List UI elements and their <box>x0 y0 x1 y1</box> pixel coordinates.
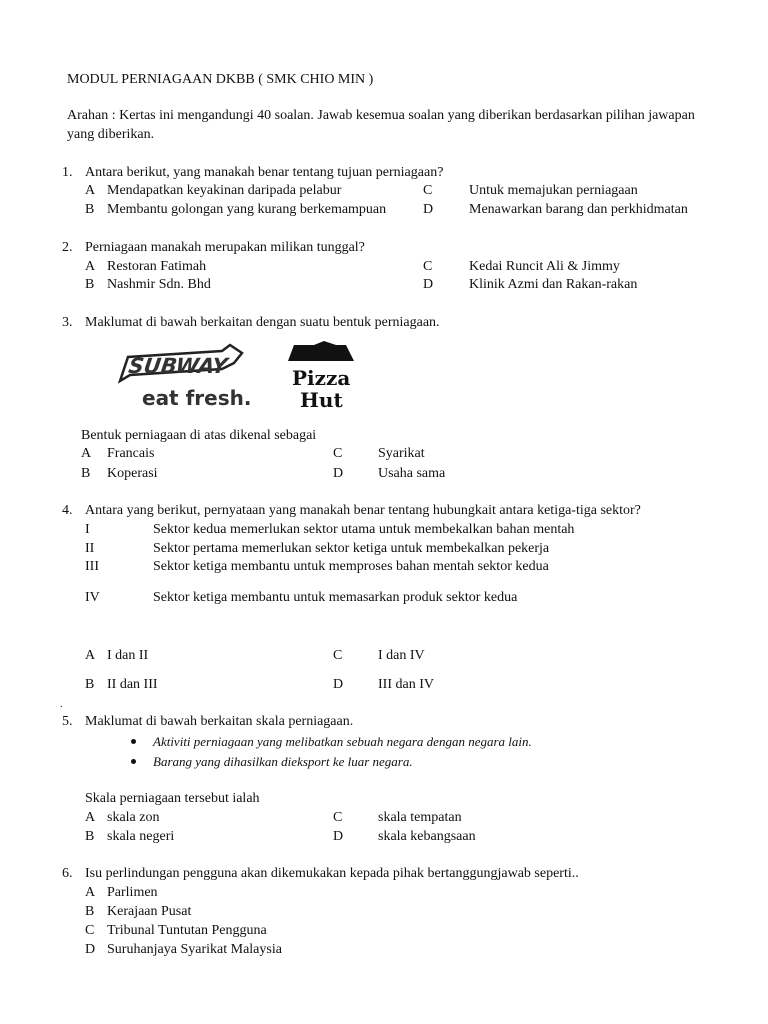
q5-option-b-letter: B <box>85 829 95 844</box>
q5-number: 5. <box>62 714 73 729</box>
q5-option-a-letter: A <box>85 810 96 825</box>
subway-logo <box>118 343 258 413</box>
q1-text: Antara berikut, yang manakah benar tentang tujuan perniagaan? <box>85 165 444 180</box>
q5-text: Maklumat di bawah berkaitan skala perniagaan. <box>85 714 354 729</box>
q4-option-b-text: II dan III <box>107 677 158 692</box>
q2-option-c-letter: C <box>423 259 433 274</box>
q3-option-b-letter: B <box>81 466 91 481</box>
q2-option-b-text: Nashmir Sdn. Bhd <box>107 277 211 292</box>
q4-statement-3-text: Sektor ketiga membantu untuk memproses bahan mentah sektor kedua <box>153 559 549 574</box>
page-title: MODUL PERNIAGAAN DKBB ( SMK CHIO MIN ) <box>67 72 374 87</box>
q3-option-c-letter: C <box>333 446 343 461</box>
q3-stem: Bentuk perniagaan di atas dikenal sebagai <box>81 428 317 443</box>
q5-option-c-text: skala tempatan <box>378 810 462 825</box>
q5-option-d-letter: D <box>333 829 344 844</box>
q2-option-b-letter: B <box>85 277 95 292</box>
q3-option-c-text: Syarikat <box>378 446 425 461</box>
q6-option-a-text: Parlimen <box>107 885 158 900</box>
q5-option-b-text: skala negeri <box>107 829 175 844</box>
q1-option-c-text: Untuk memajukan perniagaan <box>469 183 638 198</box>
q4-statement-3-numeral: III <box>85 559 99 574</box>
q3-option-d-text: Usaha sama <box>378 466 446 481</box>
stray-dot: . <box>60 699 63 710</box>
q4-option-b-letter: B <box>85 677 95 692</box>
q3-option-a-text: Francais <box>107 446 155 461</box>
subway-wordmark: SUBWAY <box>127 353 230 378</box>
q5-option-d-text: skala kebangsaan <box>378 829 476 844</box>
pizza-hut-logo <box>280 341 360 413</box>
q5-option-a-text: skala zon <box>107 810 160 825</box>
q3-option-b-text: Koperasi <box>107 466 158 481</box>
bullet-icon <box>131 759 136 764</box>
q1-option-b-letter: B <box>85 202 95 217</box>
q3-text: Maklumat di bawah berkaitan dengan suatu bentuk perniagaan. <box>85 315 440 330</box>
q4-statement-4-numeral: IV <box>85 590 100 605</box>
instructions-line-2: yang diberikan. <box>67 127 155 142</box>
q6-option-d-text: Suruhanjaya Syarikat Malaysia <box>107 942 282 957</box>
q2-option-c-text: Kedai Runcit Ali & Jimmy <box>469 259 620 274</box>
q6-option-a-letter: A <box>85 885 96 900</box>
q2-number: 2. <box>62 240 73 255</box>
q4-option-d-letter: D <box>333 677 344 692</box>
q4-statement-4-text: Sektor ketiga membantu untuk memasarkan produk sektor kedua <box>153 590 518 605</box>
q6-option-b-text: Kerajaan Pusat <box>107 904 192 919</box>
q6-option-c-letter: C <box>85 923 95 938</box>
q4-number: 4. <box>62 503 73 518</box>
q1-option-c-letter: C <box>423 183 433 198</box>
q6-option-c-text: Tribunal Tuntutan Pengguna <box>107 923 267 938</box>
q4-option-c-text: I dan IV <box>378 648 425 663</box>
q4-option-d-text: III dan IV <box>378 677 434 692</box>
q6-text: Isu perlindungan pengguna akan dikemukakan kepada pihak bertanggungjawab seperti.. <box>85 866 579 881</box>
bullet-icon <box>131 739 136 744</box>
q3-option-d-letter: D <box>333 466 344 481</box>
q6-option-b-letter: B <box>85 904 95 919</box>
q6-number: 6. <box>62 866 73 881</box>
q5-stem: Skala perniagaan tersebut ialah <box>85 791 260 806</box>
q5-option-c-letter: C <box>333 810 343 825</box>
q2-option-d-text: Klinik Azmi dan Rakan-rakan <box>469 277 638 292</box>
q2-option-a-letter: A <box>85 259 96 274</box>
q1-number: 1. <box>62 165 73 180</box>
q5-bullet-2: Barang yang dihasilkan dieksport ke luar negara. <box>153 754 413 769</box>
q2-text: Perniagaan manakah merupakan milikan tunggal? <box>85 240 365 255</box>
instructions-line-1: Arahan : Kertas ini mengandungi 40 soalan. Jawab kesemua soalan yang diberikan berdasarkan pilihan jawapan <box>67 108 695 123</box>
q1-option-a-text: Mendapatkan keyakinan daripada pelabur <box>107 183 342 198</box>
q1-option-b-text: Membantu golongan yang kurang berkemampuan <box>107 202 387 217</box>
q4-statement-2-numeral: II <box>85 541 95 556</box>
q4-option-a-text: I dan II <box>107 648 149 663</box>
q1-option-d-text: Menawarkan barang dan perkhidmatan <box>469 202 688 217</box>
q4-option-a-letter: A <box>85 648 96 663</box>
q5-bullet-1: Aktiviti perniagaan yang melibatkan sebuah negara dengan negara lain. <box>153 734 532 749</box>
q4-option-c-letter: C <box>333 648 343 663</box>
q1-option-d-letter: D <box>423 202 434 217</box>
q1-option-a-letter: A <box>85 183 96 198</box>
q4-statement-1-numeral: I <box>85 522 90 537</box>
pizza-hut-line-2: Hut <box>300 388 343 412</box>
q6-option-d-letter: D <box>85 942 96 957</box>
q4-text: Antara yang berikut, pernyataan yang manakah benar tentang hubungkait antara ketiga-tiga sektor? <box>85 503 641 518</box>
q2-option-a-text: Restoran Fatimah <box>107 259 207 274</box>
pizza-hut-line-1: Pizza <box>292 366 351 390</box>
q4-statement-2-text: Sektor pertama memerlukan sektor ketiga untuk membekalkan pekerja <box>153 541 550 556</box>
q3-option-a-letter: A <box>81 446 92 461</box>
q3-number: 3. <box>62 315 73 330</box>
q4-statement-1-text: Sektor kedua memerlukan sektor utama untuk membekalkan bahan mentah <box>153 522 575 537</box>
subway-tagline: eat fresh. <box>142 386 252 410</box>
q2-option-d-letter: D <box>423 277 434 292</box>
